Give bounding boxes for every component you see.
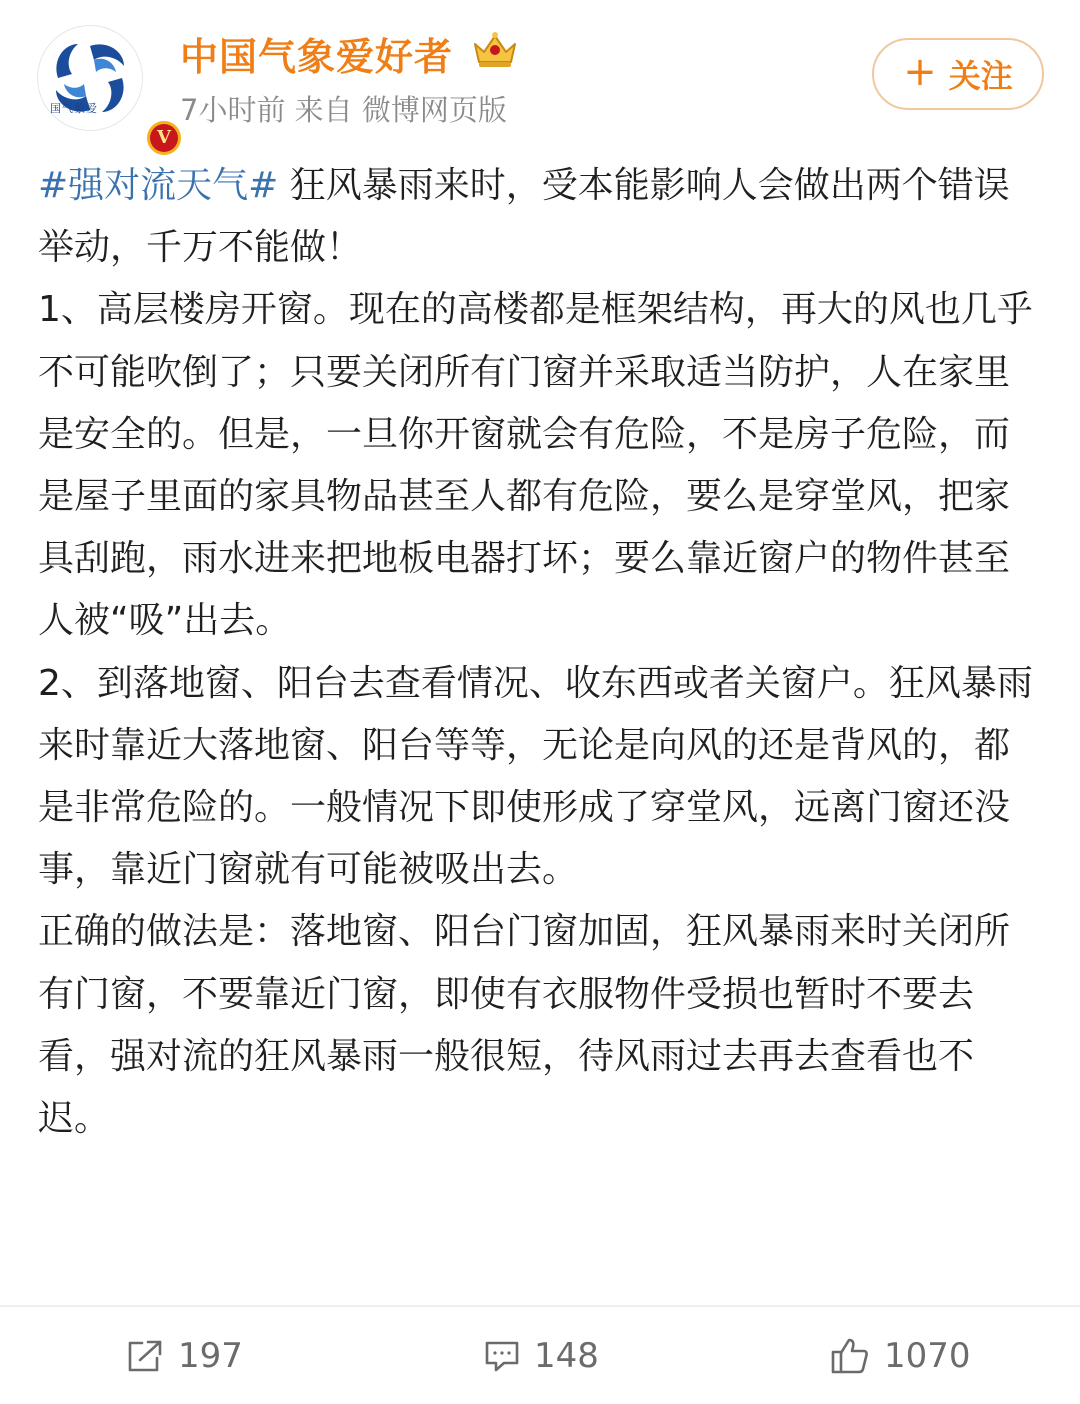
like-count: 1070 — [884, 1336, 971, 1376]
thumbs-up-icon — [830, 1337, 870, 1375]
verified-badge-letter: V — [150, 124, 178, 152]
post-paragraph-intro — [38, 155, 1042, 279]
repost-count: 197 — [178, 1336, 243, 1376]
comment-count: 148 — [534, 1336, 599, 1376]
repost-icon — [126, 1338, 164, 1374]
post-content — [38, 155, 1042, 1150]
divider — [0, 1305, 1080, 1307]
post-paragraph: 2、到落地窗、阳台去查看情况、收东西或者关窗户。狂风暴雨来时靠近大落地窗、阳台等等，无论是向风的还是背风的，都是非常危险的。一般情况下即使形成了穿堂风，远离门窗还没事，靠近门窗就有可能被吸出去。 — [38, 662, 1033, 891]
follow-button[interactable] — [872, 38, 1044, 110]
post-paragraph: 1、高层楼房开窗。现在的高楼都是框架结构，再大的风也几乎不可能吹倒了；只要关闭所有门窗并采取适当防护，人在家里是安全的。但是，一旦你开窗就会有危险，不是房子危险，而是屋子里面的家具物品甚至人都有危险，要么是穿堂风，把家具刮跑，雨水进来把地板电器打坏；要么靠近窗户的物件甚至人被“吸”出去。 — [38, 289, 1033, 642]
verified-badge — [144, 118, 184, 158]
hashtag-link[interactable]: #强对流天气# — [38, 165, 279, 206]
post-header — [0, 0, 1080, 150]
comment-icon — [484, 1339, 520, 1373]
plus-icon: + — [903, 49, 937, 95]
post-meta: 7小时前 来自 微博网页版 — [180, 93, 507, 127]
repost-button[interactable] — [126, 1308, 243, 1404]
comment-button[interactable] — [484, 1308, 599, 1404]
avatar-caption: 国气象爱 — [50, 102, 98, 115]
avatar[interactable] — [38, 26, 171, 148]
action-bar — [0, 1308, 1080, 1404]
follow-label: 关注 — [948, 57, 1013, 95]
post-text: 狂风暴雨来时，受本能影响人会做出两个错误举动，千万不能做！ — [38, 165, 1010, 269]
like-button[interactable] — [830, 1308, 971, 1404]
user-name[interactable]: 中国气象爱好者 — [180, 35, 454, 79]
crown-icon — [470, 30, 520, 70]
post-paragraph: 正确的做法是：落地窗、阳台门窗加固，狂风暴雨来时关闭所有门窗，不要靠近门窗，即使有衣服物件受损也暂时不要去看，强对流的狂风暴雨一般很短，待风雨过去再去查看也不迟。 — [38, 911, 1011, 1140]
